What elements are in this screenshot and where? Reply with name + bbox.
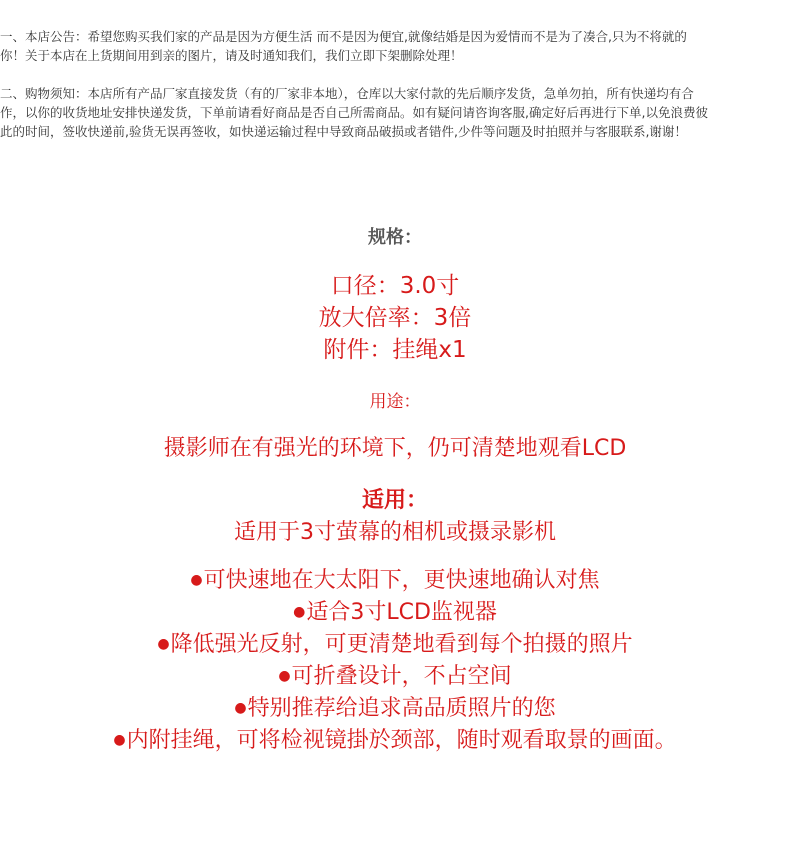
shopping-notice-line: 作，以你的收货地址安排快递发货，下单前请看好商品是否自己所需商品。如有疑问请咨询客服,确定好后再进行下单,以免浪费彼: [0, 105, 708, 120]
usage-text: 摄影师在有强光的环境下，仍可清楚地观看LCD: [163, 436, 627, 461]
announcement-line: 你！关于本店在上货期间用到亲的图片，请及时通知我们，我们立即下架删除处理！: [0, 48, 463, 63]
bullet-icon: ●: [293, 604, 306, 620]
feature-text: 降低强光反射，可更清楚地看到每个拍摄的照片: [170, 632, 633, 657]
spec-aperture: 口径：3.0寸: [330, 273, 460, 299]
bullet-icon: ●: [113, 732, 126, 748]
feature-item: [0, 723, 790, 754]
feature-item: [0, 595, 790, 626]
store-announcement: [0, 27, 790, 65]
specs-heading: 规格：: [368, 227, 422, 248]
applicable-text: 适用于3寸萤幕的相机或摄录影机: [234, 520, 556, 545]
shopping-notice: [0, 84, 790, 141]
shopping-notice-line: 二、购物须知：本店所有产品厂家直接发货（有的厂家非本地），仓库以大家付款的先后顺序发货，急单勿拍，所有快递均有合: [0, 86, 694, 101]
feature-text: 适合3寸LCD监视器: [306, 600, 497, 625]
feature-text: 可折叠设计，不占空间: [291, 664, 512, 689]
bullet-icon: ●: [190, 572, 203, 588]
spec-accessory: 附件：挂绳x1: [323, 337, 467, 363]
feature-item: [0, 659, 790, 690]
bullet-icon: ●: [234, 700, 247, 716]
feature-item: [0, 563, 790, 594]
feature-text: 可快速地在大太阳下，更快速地确认对焦: [203, 568, 600, 593]
bullet-icon: ●: [278, 668, 291, 684]
announcement-line: 一、本店公告：希望您购买我们家的产品是因为方便生活 而不是因为便宜,就像结婚是因为爱情而不是为了凑合,只为不将就的: [0, 29, 687, 44]
feature-text: 内附挂绳，可将检视镜掛於颈部，随时观看取景的画面。: [126, 728, 677, 753]
shopping-notice-line: 此的时间，签收快递前,验货无误再签收，如快递运输过程中导致商品破损或者错件,少件等问题及时拍照并与客服联系,谢谢！: [0, 124, 687, 139]
feature-text: 特别推荐给追求高品质照片的您: [247, 696, 556, 721]
spec-magnification: 放大倍率：3倍: [318, 305, 472, 331]
feature-item: [0, 627, 790, 658]
usage-heading: 用途：: [369, 392, 421, 412]
feature-item: [0, 691, 790, 722]
bullet-icon: ●: [157, 636, 170, 652]
applicable-heading: 适用：: [361, 488, 428, 513]
